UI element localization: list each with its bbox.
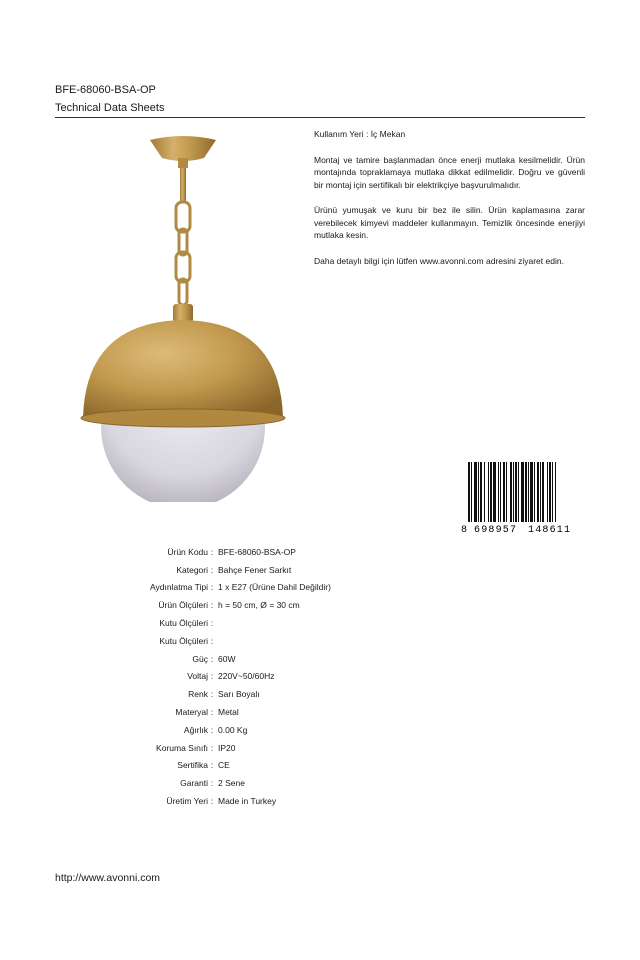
spec-row	[60, 685, 460, 703]
spec-value: 0.00 Kg	[218, 724, 248, 735]
spec-value: Sarı Boyalı	[218, 689, 260, 700]
brass-dome	[83, 320, 283, 417]
spec-separator: :	[210, 635, 214, 646]
spec-separator: :	[210, 742, 214, 753]
spec-label: Garanti	[180, 778, 208, 789]
usage-notes	[314, 128, 585, 280]
spec-value: IP20	[218, 742, 236, 753]
spec-label: Koruma Sınıfı	[156, 742, 208, 753]
barcode-bars	[468, 462, 556, 522]
page-header	[55, 84, 585, 118]
spec-row	[60, 703, 460, 721]
spec-value: 60W	[218, 653, 236, 664]
spec-value: Metal	[218, 707, 239, 718]
spec-label: Ağırlık	[183, 724, 208, 735]
spec-row	[60, 579, 460, 597]
spec-label: Kutu Ölçüleri	[159, 618, 208, 629]
spec-value: Made in Turkey	[218, 796, 277, 807]
spec-value: h = 50 cm, Ø = 30 cm	[218, 600, 300, 611]
spec-row	[60, 721, 460, 739]
spec-separator: :	[210, 653, 214, 664]
spec-label: Voltaj	[187, 671, 208, 682]
canopy-stem	[178, 158, 188, 168]
document-subtitle: Technical Data Sheets	[55, 102, 585, 118]
barcode-digit-right: 148611	[528, 525, 572, 534]
spec-label: Sertifika	[177, 760, 208, 771]
spec-label: Güç	[192, 653, 208, 664]
spec-separator: :	[210, 796, 214, 807]
spec-value: 1 x E27 (Ürüne Dahil Değildir)	[218, 582, 331, 593]
spec-separator: :	[210, 724, 214, 735]
website-info: Daha detaylı bilgi için lütfen www.avonni.com adresini ziyaret edin.	[314, 255, 564, 266]
spec-label: Kategori	[176, 564, 208, 575]
spec-separator: :	[210, 778, 214, 789]
spec-separator: :	[210, 618, 214, 629]
lamp-neck	[173, 304, 193, 322]
spec-row	[60, 792, 460, 810]
product-code-title: BFE-68060-BSA-OP	[55, 84, 156, 96]
spec-row	[60, 774, 460, 792]
spec-row	[60, 596, 460, 614]
dome-rim	[81, 409, 285, 427]
spec-separator: :	[210, 564, 214, 575]
spec-value: 220V~50/60Hz	[218, 671, 275, 682]
spec-row	[60, 739, 460, 757]
spec-row	[60, 543, 460, 561]
spec-label: Üretim Yeri	[166, 796, 208, 807]
product-image	[78, 132, 288, 502]
barcode-digit-left: 698957	[474, 525, 518, 534]
spec-label: Ürün Kodu	[167, 546, 208, 557]
hanging-chain	[176, 202, 190, 305]
spec-row	[60, 668, 460, 686]
spec-separator: :	[210, 546, 214, 557]
spec-row	[60, 561, 460, 579]
spec-label: Renk	[188, 689, 208, 700]
cleaning-instructions: Ürünü yumuşak ve kuru bir bez ile silin. Ürün kaplamasına zarar verebilecek kimyevi maddeler kullanmayın. Temizlik öncesinde enerjiyi mutlaka kesin.	[314, 205, 585, 240]
hanging-rod	[180, 168, 186, 202]
barcode-digit-prefix: 8	[461, 525, 468, 534]
spec-value: Bahçe Fener Sarkıt	[218, 564, 292, 575]
spec-row	[60, 614, 460, 632]
product-barcode	[458, 462, 586, 534]
spec-separator: :	[210, 707, 214, 718]
spec-row	[60, 632, 460, 650]
safety-warning: Montaj ve tamire başlanmadan önce enerji mutlaka kesilmelidir. Ürün montajında topraklamaya mutlaka dikkat edilmelidir. Doğru ve güvenli bir montaj için sertifikalı bir elektrikçiye başvurulmalıdır.	[314, 154, 585, 190]
footer-url[interactable]: http://www.avonni.com	[55, 872, 161, 884]
usage-location: Kullanım Yeri : İç Mekan	[314, 129, 406, 139]
spec-value: CE	[218, 760, 230, 771]
spec-row	[60, 650, 460, 668]
specs-table	[60, 543, 460, 810]
spec-separator: :	[210, 760, 214, 771]
spec-label: Ürün Ölçüleri	[158, 600, 208, 611]
spec-value: BFE-68060-BSA-OP	[218, 546, 296, 557]
spec-value: 2 Sene	[218, 778, 245, 789]
spec-label: Kutu Ölçüleri	[159, 635, 208, 646]
spec-separator: :	[210, 671, 214, 682]
spec-row	[60, 757, 460, 775]
ceiling-canopy	[150, 136, 216, 161]
spec-separator: :	[210, 600, 214, 611]
spec-separator: :	[210, 582, 214, 593]
spec-label: Aydınlatma Tipi	[150, 582, 208, 593]
spec-label: Materyal	[175, 707, 208, 718]
spec-separator: :	[210, 689, 214, 700]
